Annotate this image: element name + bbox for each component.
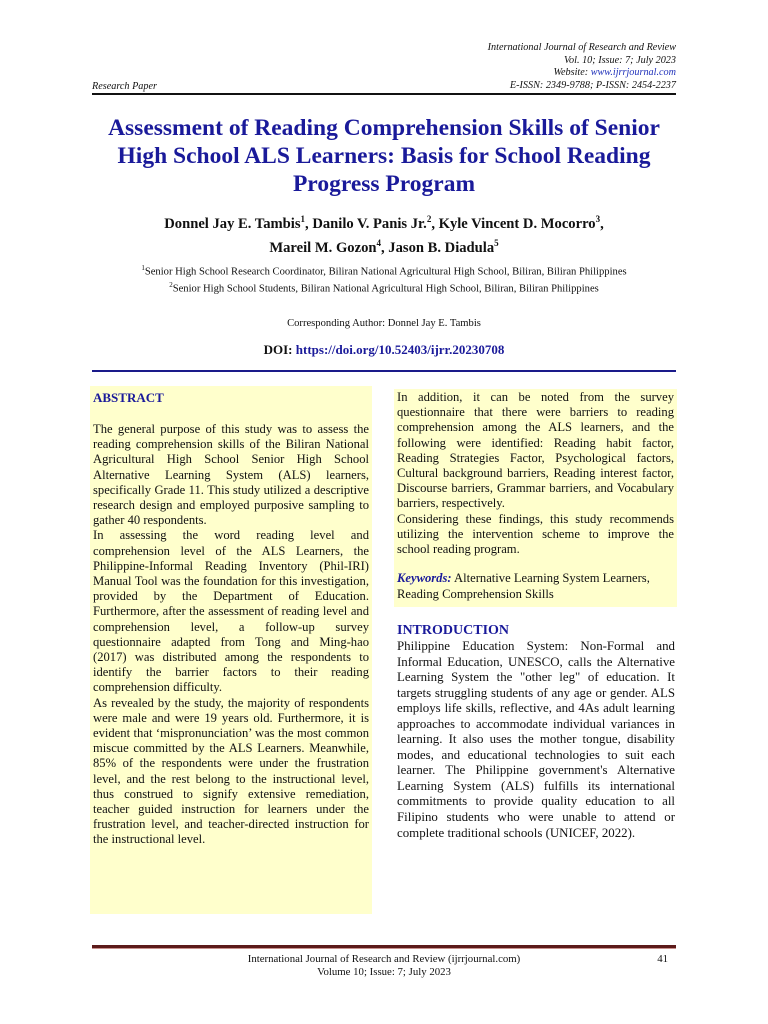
affiliation: $^1$Senior High School Research Coordinator, Biliran National Agricultural High School, Biliran, Biliran Philippines bbox=[141, 264, 627, 278]
footer-journal: International Journal of Research and Review (ijrrjournal.com) bbox=[247, 953, 521, 965]
website-line: Website: www.ijrrjournal.com bbox=[553, 67, 676, 79]
abstract-paragraph: Considering these findings, this study recommends utilizing the intervention scheme to improve the school reading program. bbox=[397, 511, 674, 557]
volume-line: Vol. 10; Issue: 7; July 2023 bbox=[563, 54, 676, 66]
introduction-heading: INTRODUCTION bbox=[397, 623, 510, 638]
journal-name: International Journal of Research and Review bbox=[487, 42, 676, 53]
paper-type: Research Paper bbox=[92, 81, 157, 92]
website-link[interactable]: www.ijrrjournal.com bbox=[590, 67, 676, 79]
journal-header bbox=[92, 42, 676, 94]
issn-line: E-ISSN: 2349-9788; P-ISSN: 2454-2237 bbox=[509, 79, 676, 91]
introduction-section bbox=[397, 622, 675, 841]
author: Danilo V. Panis Jr.$^2$ bbox=[312, 214, 432, 232]
abstract-paragraph: As revealed by the study, the majority of respondents were male and were 19 years old. Furthermore, it is evident that ‘mispronunciation’ was the most common miscue committed by the ALS Learners. Meanwhile, 85% of the respondents were under the frustration level, and the rest belong to the instructional level, thus construed to signify extensive remediation, teacher guided instruction for learners under the frustration level, and teacher-directed instruction for the instructional level. bbox=[93, 695, 369, 847]
header-divider bbox=[92, 93, 676, 95]
abstract-paragraph: The general purpose of this study was to assess the reading comprehension skills of the Biliran National Agricultural High School Senior High School Alternative Learning System (ALS) learners, specifically Grade 11. This study utilized a descriptive research design and employed purposive sampling to gather 40 respondents. bbox=[93, 422, 369, 528]
page-footer bbox=[92, 953, 676, 979]
keywords bbox=[397, 571, 674, 602]
page-number: 41 bbox=[657, 953, 668, 965]
abstract-paragraph: In addition, it can be noted from the survey questionnaire that there were barriers to reading comprehension among the ALS learners, and the following were identified: Reading habit factor, Reading Strategies Factor, Psychological factors, Cultural background barriers, Reading interest factor, Discourse barriers, Grammar barriers, and Vocabulary barriers, respectively. bbox=[397, 390, 674, 511]
abstract-box bbox=[90, 386, 372, 914]
section-divider bbox=[92, 370, 676, 372]
footer-volume: Volume 10; Issue: 7; July 2023 bbox=[317, 966, 451, 978]
author: Jason B. Diadula$^5$ bbox=[388, 237, 499, 256]
journal-info bbox=[488, 42, 676, 92]
introduction-paragraph: Philippine Education System: Non-Formal and Informal Education, UNESCO, calls the Alternative Learning System the "other leg" of education. It targets struggling students of any age or gender. ALS employs life skills, reflective, and 4As adult learning approaches to accommodate individual variances in learning. It also uses the mother tongue, disability modes, and educational technologies to suit each learner. The Philippine government's Alternative Learning System (ALS) fulfills its international commitments to provide quality education to all Filipino students who were unable to attend or complete traditional schools (UNICEF, 2022). bbox=[397, 639, 675, 840]
author: Mareil M. Gozon$^4$ bbox=[269, 237, 381, 256]
corresponding-author: Corresponding Author: Donnel Jay E. Tambis bbox=[287, 318, 481, 329]
affiliations bbox=[92, 262, 676, 296]
abstract-continuation-box bbox=[394, 389, 677, 607]
paper-title: Assessment of Reading Comprehension Skills of Senior High School ALS Learners: Basis for School Reading Progress Program bbox=[108, 115, 660, 197]
abstract-heading: ABSTRACT bbox=[93, 390, 164, 405]
author: Donnel Jay E. Tambis$^1$ bbox=[164, 214, 306, 232]
keywords-label: Keywords: bbox=[397, 571, 452, 586]
keywords-text: Alternative Learning System Learners, Reading Comprehension Skills bbox=[397, 571, 650, 601]
doi-link[interactable]: https://doi.org/10.52403/ijrr.20230708 bbox=[295, 342, 505, 357]
doi-line: DOI: https://doi.org/10.52403/ijrr.20230708 bbox=[263, 342, 505, 357]
author: Kyle Vincent D. Mocorro$^3$ bbox=[438, 214, 601, 232]
footer-divider-accent bbox=[92, 948, 676, 949]
abstract-paragraph: In assessing the word reading level and comprehension level of the ALS Learners, the Philippine-Informal Reading Inventory (Phil-IRI) Manual Tool was the foundation for this investigation, provided by the Department of Education. Furthermore, after the assessment of reading level and comprehension level, a follow-up survey questionnaire adapted from Tong and Ming-hao (2017) was distributed among the respondents to identify the barrier factors to their reading comprehension difficulty. bbox=[93, 528, 369, 695]
author-list: Donnel Jay E. Tambis$^1$, Danilo V. Panis Jr.$^2$, Kyle Vincent D. Mocorro$^3$, Mareil M. Gozon$^4$, Jason B. Diadula$^5$ bbox=[164, 214, 604, 256]
affiliation: $^2$Senior High School Students, Biliran National Agricultural High School, Biliran, Biliran Philippines bbox=[169, 280, 599, 295]
